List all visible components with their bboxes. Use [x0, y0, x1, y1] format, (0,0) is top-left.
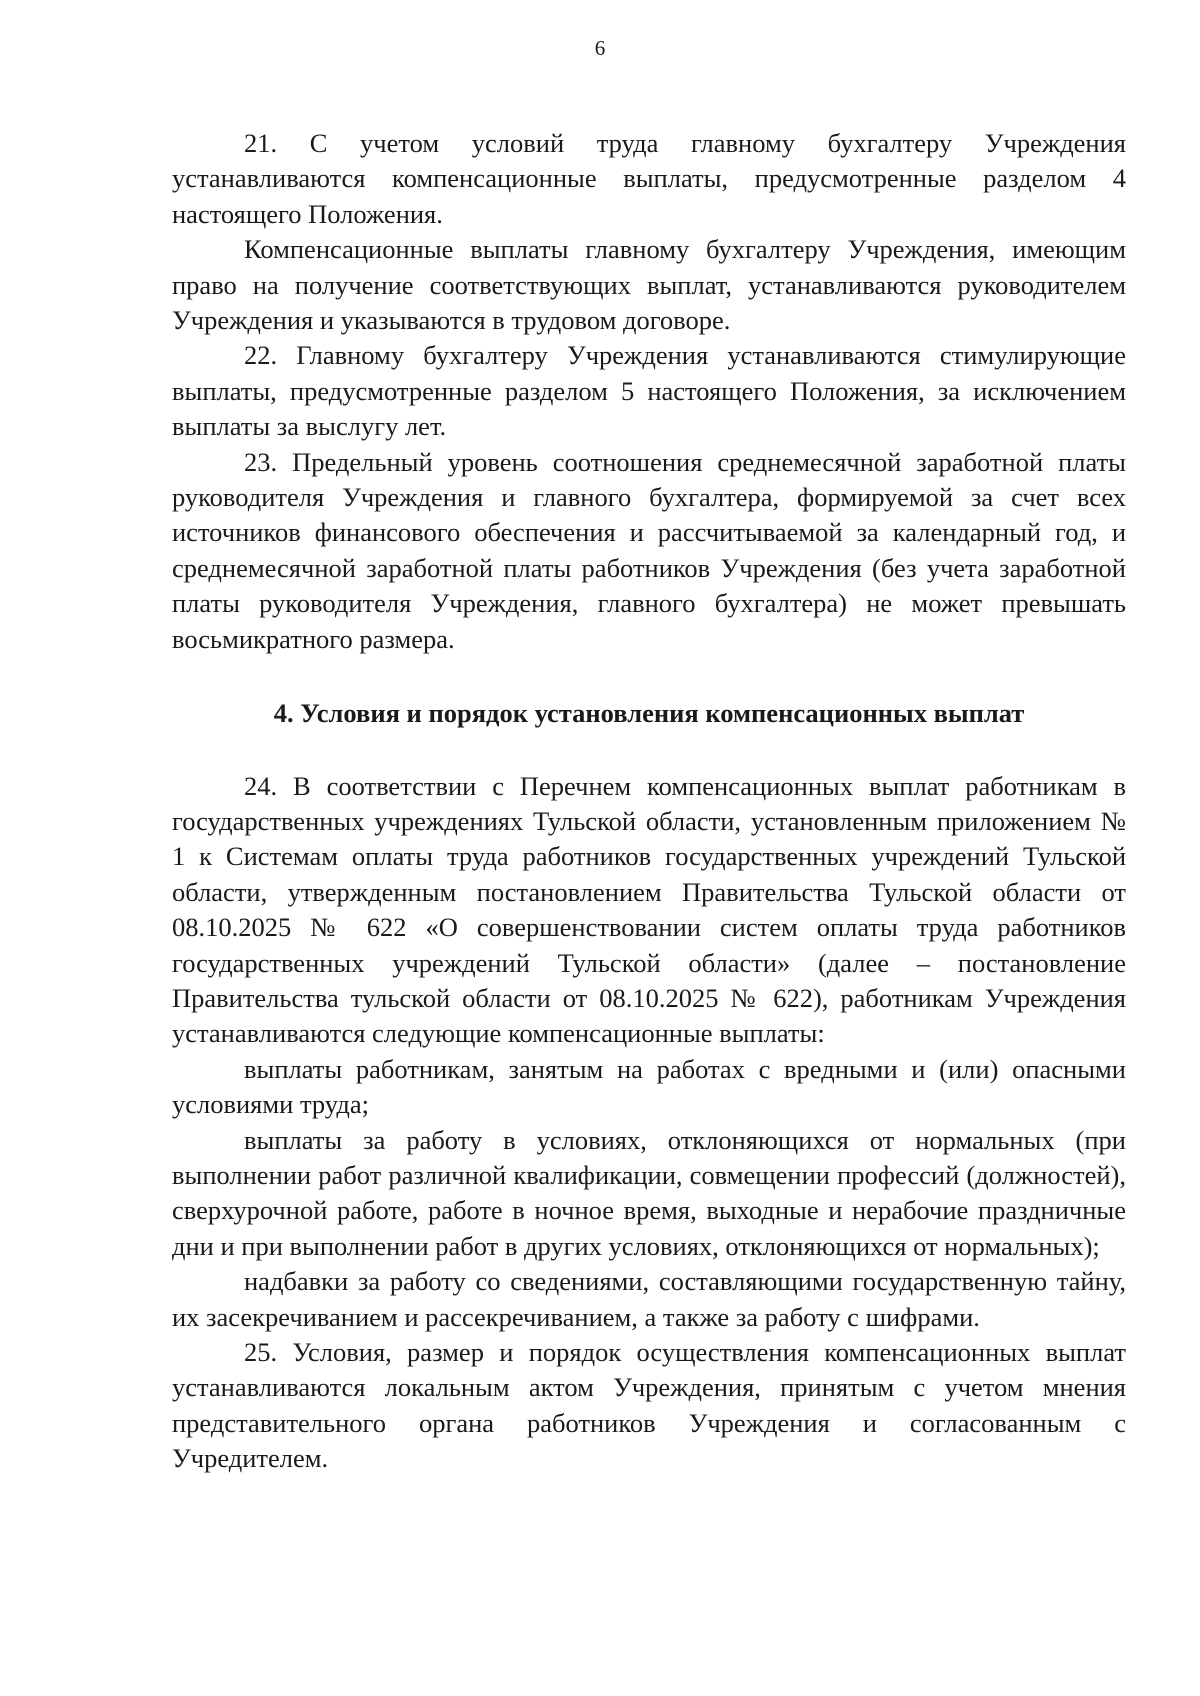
list-item-harmful-conditions: выплаты работникам, занятым на работах с вредными и (или) опасными условиями труда; — [172, 1053, 1126, 1120]
section-heading: 4. Условия и порядок установления компенсационных выплат — [273, 698, 1025, 729]
page-number: 6 — [594, 36, 606, 60]
paragraph-21-compensation: Компенсационные выплаты главному бухгалтеру Учреждения, имеющим право на получение соответствующих выплат, устанавливаются руководителем Учреждения и указываются в трудовом договоре. — [172, 234, 1126, 336]
document-body — [172, 126, 1126, 1477]
paragraph-25: 25. Условия, размер и порядок осуществления компенсационных выплат устанавливаются локальным актом Учреждения, принятым с учетом мнения представительного органа работников Учреждения и согласованным с Учредителем. — [172, 1337, 1126, 1474]
list-item-state-secret-allowance: надбавки за работу со сведениями, составляющими государственную тайну, их засекречиванием и рассекречиванием, а также за работу с шифрами. — [172, 1266, 1126, 1332]
list-item-deviating-conditions: выплаты за работу в условиях, отклоняющихся от нормальных (при выполнении работ различной квалификации, совмещении профессий (должностей), сверхурочной работе, работе в ночное время, выходные и нерабочие праздничные дни и при выполнении работ в других условиях, отклоняющихся от нормальных); — [172, 1124, 1126, 1261]
paragraph-23: 23. Предельный уровень соотношения среднемесячной заработной платы руководителя Учреждения и главного бухгалтера, формируемой за счет всех источников финансового обеспечения и рассчитываемой за календарный год, и среднемесячной заработной платы работников Учреждения (без учета заработной платы руководителя Учреждения, главного бухгалтера) не может превышать восьмикратного размера. — [172, 446, 1126, 654]
paragraph-21: 21. С учетом условий труда главному бухгалтеру Учреждения устанавливаются компенсационные выплаты, предусмотренные разделом 4 настоящего Положения. — [172, 128, 1126, 229]
paragraph-24: 24. В соответствии с Перечнем компенсационных выплат работникам в государственных учреждениях Тульской области, установленным приложением № 1 к Системам оплаты труда работников государственных учреждений Тульской области, утвержденным постановлением Правительства Тульской области от 08.10.2025 № 622 «О совершенствовании систем оплаты труда работников государственных учреждений Тульской области» (далее – постановление Правительства тульской области от 08.10.2025 № 622), работникам Учреждения устанавливаются следующие компенсационные выплаты: — [172, 770, 1126, 1049]
paragraph-22: 22. Главному бухгалтеру Учреждения устанавливаются стимулирующие выплаты, предусмотренные разделом 5 настоящего Положения, за исключением выплаты за выслугу лет. — [172, 340, 1126, 442]
